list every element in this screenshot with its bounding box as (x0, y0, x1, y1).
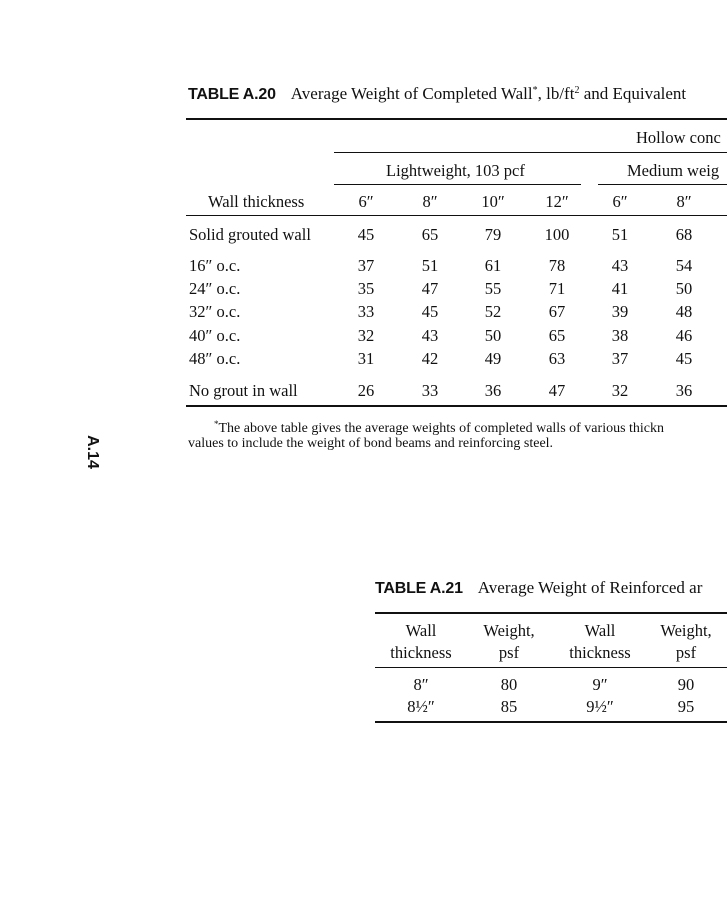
table-cell: 31 (357, 349, 375, 368)
table-cell: 47 (421, 279, 439, 298)
table-a20-group-header: Hollow conc (636, 128, 721, 147)
table-cell: 45 (421, 302, 439, 321)
row-label: 40″ o.c. (189, 326, 241, 345)
table-cell: 45 (357, 225, 375, 244)
table-a21-header: psf (675, 643, 697, 662)
page-tab (82, 432, 102, 472)
table-a20-col-header: 6″ (358, 192, 374, 211)
table-a20-footnote-line2: values to include the weight of bond beams and reinforcing steel. (188, 436, 554, 451)
table-cell: 8½″ (407, 697, 435, 716)
table-a20-subheader-medium: Medium weig (627, 161, 720, 180)
table-a20-lightweight-rule (334, 184, 581, 185)
table-a20-bottom-rule (186, 405, 727, 407)
table-cell: 63 (548, 349, 566, 368)
table-a21-header: Wall (405, 621, 437, 640)
table-cell: 50 (484, 326, 502, 345)
table-a21-header: Weight, (483, 621, 535, 640)
table-cell: 90 (677, 675, 695, 694)
table-a20-title-rest: , lb/ft (537, 84, 575, 103)
table-a21-header: Weight, (660, 621, 712, 640)
table-cell: 80 (500, 675, 518, 694)
table-a20-title: Average Weight of Completed Wall (290, 84, 533, 103)
table-cell: 47 (548, 381, 566, 400)
table-cell: 67 (548, 302, 566, 321)
table-a20-col-header: 8″ (422, 192, 438, 211)
table-a21-label: TABLE A.21 (375, 580, 463, 597)
table-cell: 51 (421, 256, 439, 275)
table-cell: 85 (500, 697, 518, 716)
table-a20-caption (188, 84, 686, 104)
row-label: 24″ o.c. (189, 279, 241, 298)
table-cell: 41 (611, 279, 629, 298)
table-a20-group-rule (334, 152, 727, 153)
table-a20-col-header: 8″ (676, 192, 692, 211)
table-cell: 65 (421, 225, 439, 244)
table-cell: 42 (421, 349, 439, 368)
table-cell: 65 (548, 326, 566, 345)
table-a21-header: psf (498, 643, 520, 662)
table-cell: 37 (611, 349, 629, 368)
table-a20-title-mark: * (532, 85, 538, 96)
footnote-mark: * (214, 419, 219, 429)
footnote-text: The above table gives the average weights of completed walls of various thickn (218, 421, 665, 436)
row-label: 32″ o.c. (189, 302, 241, 321)
table-cell: 37 (357, 256, 375, 275)
table-cell: 100 (544, 225, 570, 244)
table-a21-caption (375, 578, 702, 598)
table-cell: 48 (675, 302, 693, 321)
row-label: Solid grouted wall (189, 225, 311, 244)
table-a21-header: thickness (569, 643, 631, 662)
table-cell: 43 (611, 256, 629, 275)
table-cell: 78 (548, 256, 566, 275)
table-cell: 55 (484, 279, 502, 298)
table-cell: 68 (675, 225, 693, 244)
table-a20-col-header: 6″ (612, 192, 628, 211)
table-a20-title-exp: 2 (574, 85, 580, 96)
table-cell: 54 (675, 256, 693, 275)
table-a20-label: TABLE A.20 (188, 86, 276, 103)
table-cell: 9″ (592, 675, 608, 694)
table-cell: 61 (484, 256, 502, 275)
table-a21-header-rule (375, 667, 727, 668)
table-cell: 71 (548, 279, 566, 298)
row-label: No grout in wall (189, 381, 298, 400)
table-cell: 43 (421, 326, 439, 345)
page-tab-label: A.14 (84, 435, 101, 469)
table-a20-col-header: 10″ (481, 192, 505, 211)
table-cell: 36 (675, 381, 693, 400)
table-a21-bottom-rule (375, 721, 727, 723)
table-cell: 49 (484, 349, 502, 368)
table-a20-row-header: Wall thickness (208, 192, 305, 211)
row-label: 48″ o.c. (189, 349, 241, 368)
table-a20-col-header: 12″ (545, 192, 569, 211)
row-label: 16″ o.c. (189, 256, 241, 275)
table-cell: 51 (611, 225, 629, 244)
table-cell: 8″ (413, 675, 429, 694)
table-a21-title: Average Weight of Reinforced ar (477, 578, 703, 597)
table-cell: 35 (357, 279, 375, 298)
table-cell: 52 (484, 302, 502, 321)
table-cell: 26 (357, 381, 375, 400)
table-cell: 9½″ (586, 697, 614, 716)
table-cell: 45 (675, 349, 693, 368)
table-cell: 95 (677, 697, 695, 716)
table-a21-header: Wall (584, 621, 616, 640)
table-a20-top-rule (186, 118, 727, 120)
table-cell: 50 (675, 279, 693, 298)
table-cell: 79 (484, 225, 502, 244)
table-cell: 38 (611, 326, 629, 345)
table-a20-subheader-lightweight: Lightweight, 103 pcf (386, 161, 525, 180)
table-cell: 36 (484, 381, 502, 400)
table-a20-header-rule (186, 215, 727, 216)
table-a20-medium-rule (598, 184, 727, 185)
table-cell: 39 (611, 302, 629, 321)
table-cell: 32 (611, 381, 629, 400)
table-cell: 46 (675, 326, 693, 345)
table-cell: 32 (357, 326, 375, 345)
table-cell: 33 (421, 381, 439, 400)
table-a21-top-rule (375, 612, 727, 614)
table-a20-footnote-line1 (214, 416, 664, 437)
table-a20-title-tail: and Equivalent (579, 84, 687, 103)
table-cell: 33 (357, 302, 375, 321)
table-a21-header: thickness (390, 643, 452, 662)
